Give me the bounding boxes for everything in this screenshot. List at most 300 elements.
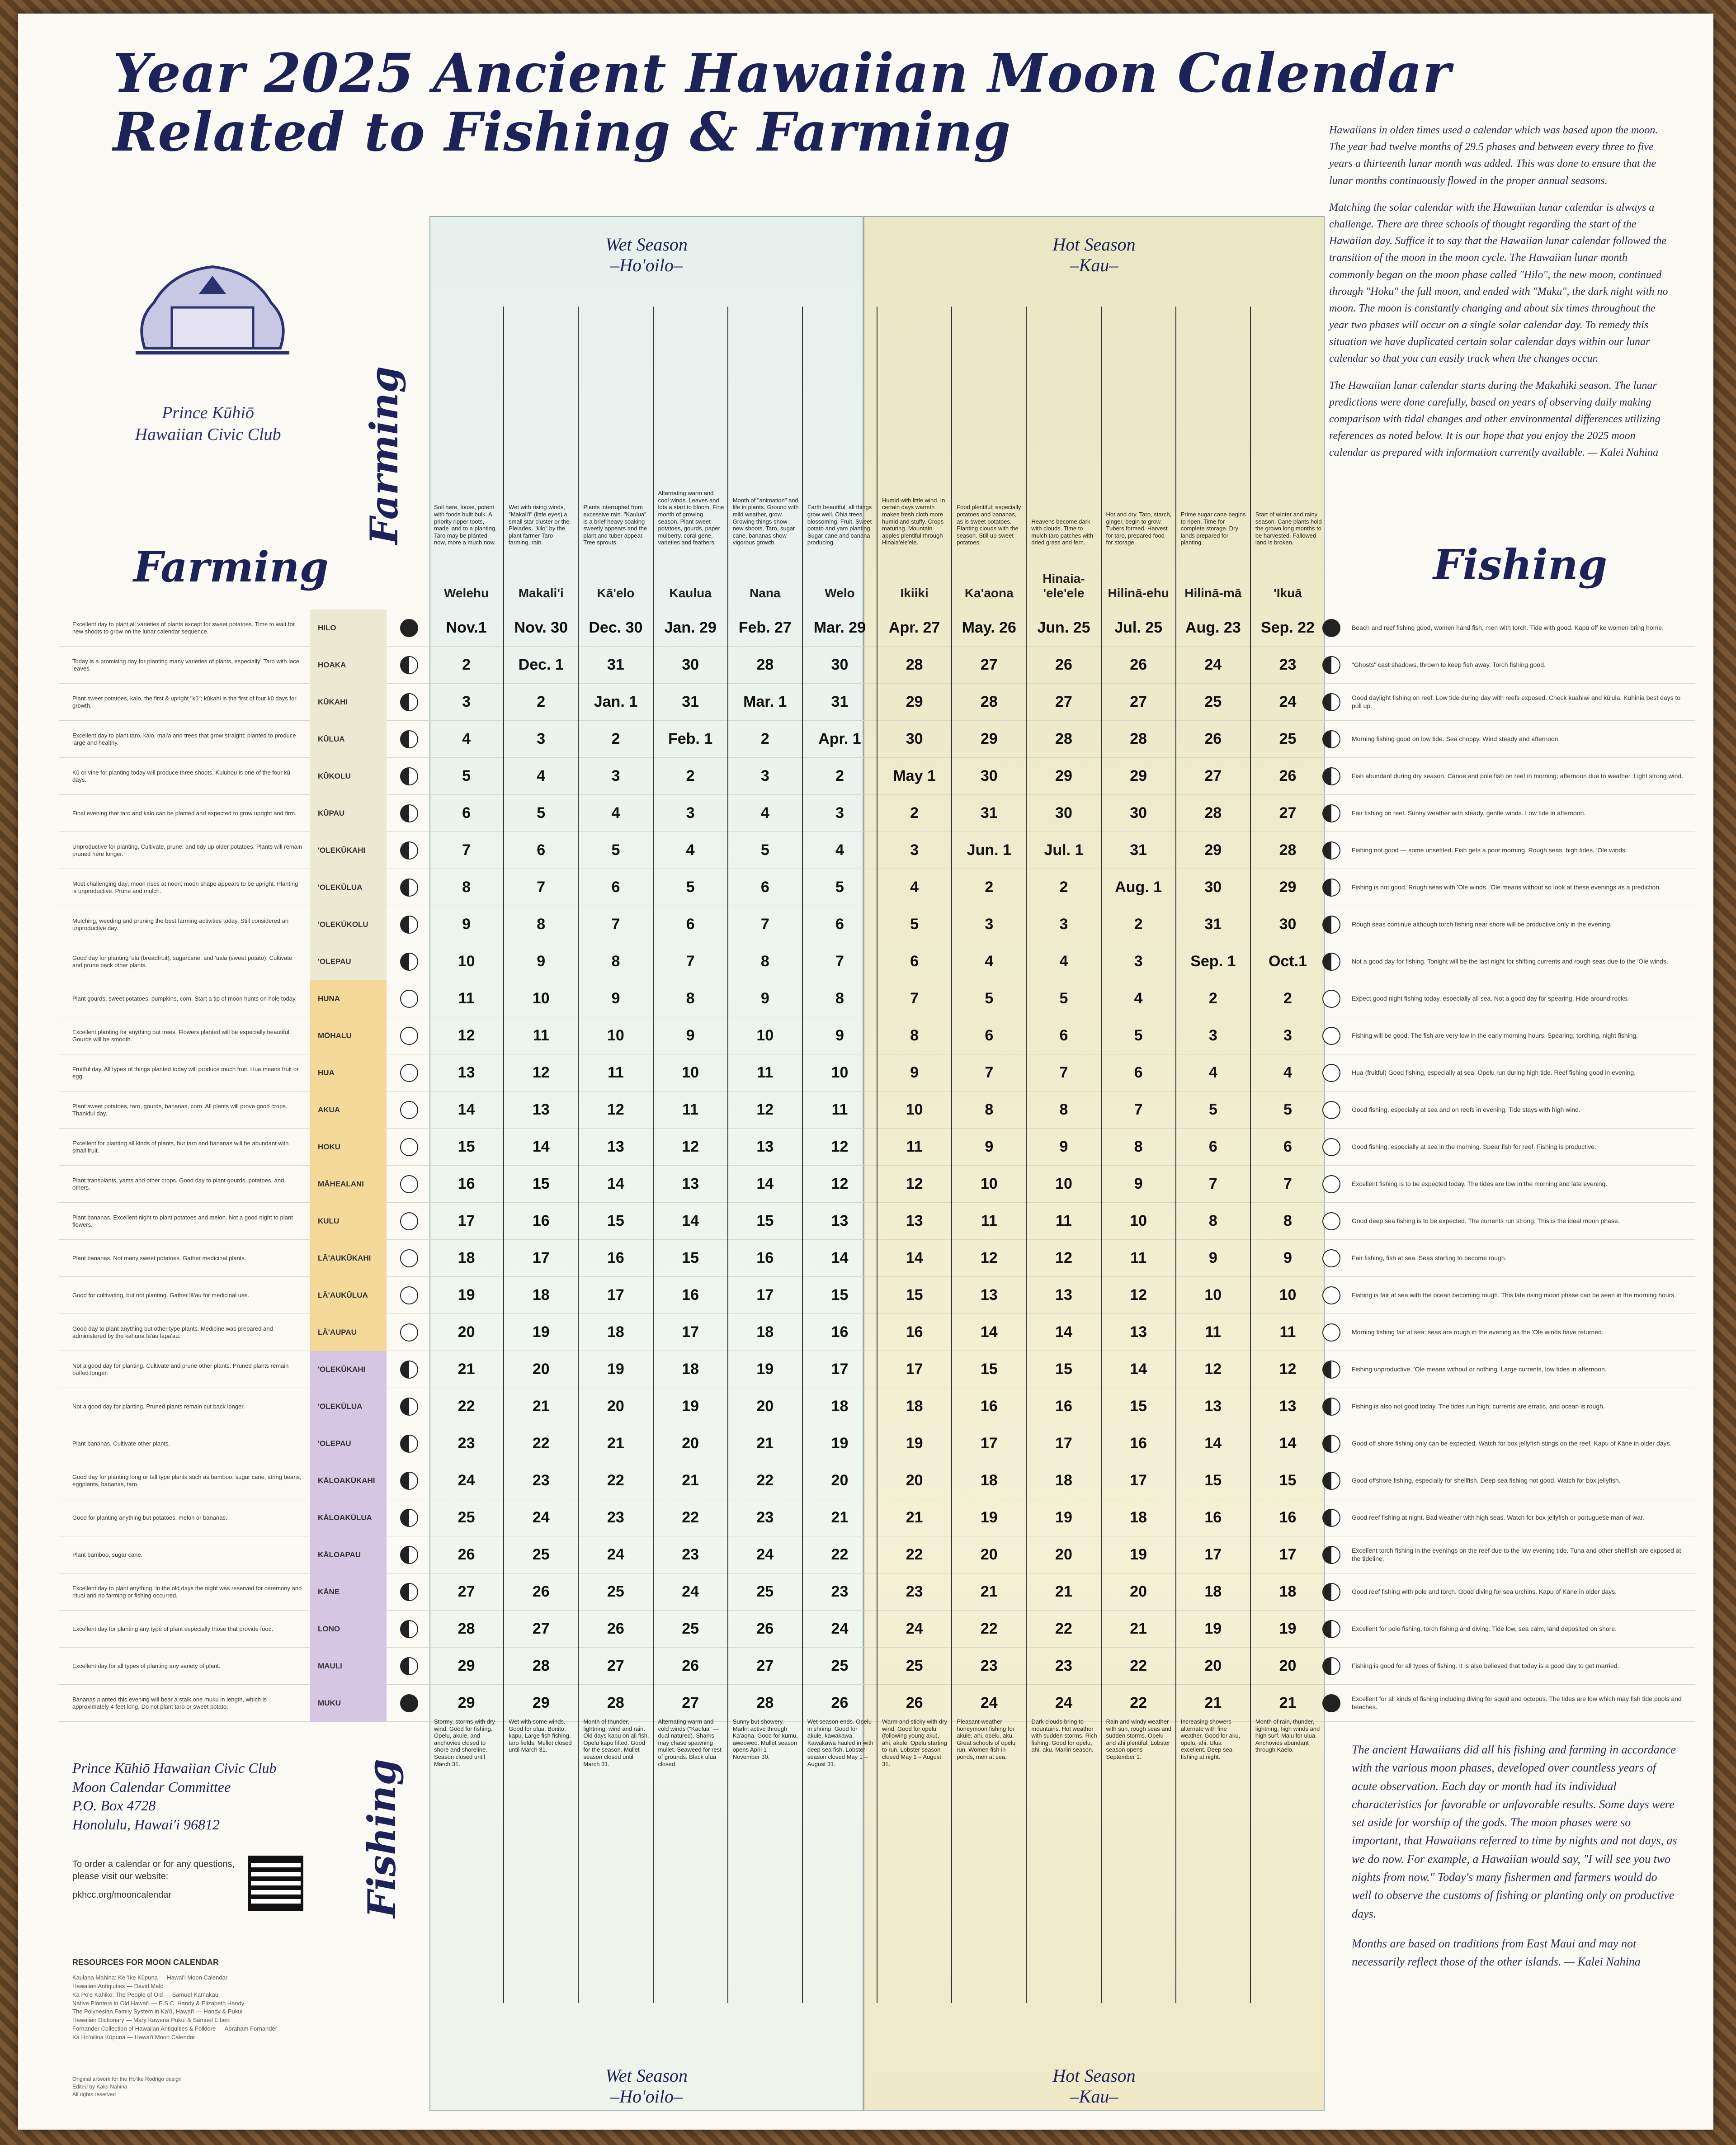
date-cell: 17 [458, 1212, 475, 1229]
date-cell: 14 [653, 1203, 727, 1240]
date-cell: 26 [1175, 721, 1250, 758]
date-cell: 8 [1026, 1091, 1100, 1129]
moon-phase-name: KŪKAHI [310, 684, 387, 721]
month-name: Kaulua [669, 586, 712, 600]
date-cell: 20 [802, 1462, 877, 1499]
date-cell: 10 [503, 980, 578, 1017]
date-cell: 15 [877, 1277, 951, 1314]
date-cell: 29 [458, 1657, 475, 1674]
intro-paragraph-1: Hawaiians in olden times used a calendar which was based upon the moon. The year had twelve months of 29.5 phases and between every three to five years a thirteenth lunar month was added. This was done to ensure that the lunar months continuously flowed in the proper annual seasons. [1329, 124, 1658, 187]
date-cell: 5 [578, 832, 652, 869]
farming-advice: Unproductive for planting. Cultivate, prune, and tidy up older potatoes. Plants will remain pruned here longer. [72, 843, 302, 857]
date-cell: 14 [578, 1166, 652, 1203]
moon-phase-icon [1322, 693, 1340, 711]
date-cell: 30 [653, 647, 727, 684]
date-cell: 21 [802, 1499, 877, 1536]
moon-phase-row [59, 1611, 1695, 1648]
moon-phase-icon [400, 1435, 418, 1453]
date-cell: Oct.1 [1250, 943, 1325, 980]
farming-advice: Plant sweet potatoes, taro, gourds, bananas, corn. All plants will prove good crops. Thankful day. [72, 1102, 288, 1117]
farming-advice: Plant bamboo, sugar cane. [72, 1551, 143, 1558]
date-cell: 29 [1101, 758, 1175, 795]
moon-phase-icon [400, 693, 418, 711]
outro-paragraph-1: The ancient Hawaiians did all his fishing and farming in accordance with the various moon phases, developed over countless years of acute observation. Each day or month had its individual characteristics for favorable or unfavorable results. Some days were set aside for worship of the gods. The moon phases were so important, that Hawaiians referred to time by nights and not days, as we do now. For example, a Hawaiian would say, "I will see you two nights from now." Today's many fishermen and farmers would do well to observe the customs of fishing or planting only on productive days. [1352, 1743, 1677, 1920]
address-line-3: P.O. Box 4728 [72, 1797, 156, 1814]
date-cell: 3 [1175, 1017, 1250, 1054]
wet-season-footer-title: Wet Season [605, 2065, 688, 2086]
fishing-month-column [1101, 1714, 1175, 2003]
fishing-advice: Good offshore fishing, especially for shellfish. Deep sea fishing not good. Watch for box jellyfish. [1352, 1476, 1621, 1484]
date-cell: 7 [802, 943, 877, 980]
date-cells [429, 1203, 1325, 1240]
date-cell: 30 [951, 758, 1026, 795]
date-cell: 5 [462, 767, 471, 784]
date-cell: 23 [1250, 647, 1325, 684]
date-cell: 6 [951, 1017, 1026, 1054]
date-cell: 8 [578, 943, 652, 980]
date-cell: 18 [877, 1388, 951, 1425]
moon-phase-icon [400, 1620, 418, 1638]
date-cell: 22 [727, 1462, 802, 1499]
date-cells [429, 906, 1325, 943]
date-cell: 12 [802, 1166, 877, 1203]
date-cell: 27 [1026, 684, 1100, 721]
date-cells [429, 832, 1325, 869]
date-cells [429, 758, 1325, 795]
moon-phase-name: KŪKOLU [310, 758, 387, 795]
date-cell: 6 [877, 943, 951, 980]
address-line-1: Prince Kūhiō Hawaiian Civic Club [72, 1760, 277, 1776]
date-cell: 5 [802, 869, 877, 906]
moon-phase-icon [400, 879, 418, 897]
moon-phase-row [59, 943, 1695, 980]
date-cell: 11 [1101, 1240, 1175, 1277]
moon-phase-icon [1322, 1472, 1340, 1490]
moon-phase-icon [400, 1657, 418, 1675]
fishing-advice: Excellent for all kinds of fishing including diving for squid and octopus. The tides are low which may fish tide pools and beaches. [1352, 1695, 1682, 1710]
date-cell: 14 [1250, 1425, 1325, 1462]
date-cell: 22 [802, 1536, 877, 1573]
month-farming-description: Start of winter and rainy season. Cane plants hold the grown long months to be harvested. Fallowed land is broken. [1255, 511, 1322, 546]
date-cell: 8 [1175, 1203, 1250, 1240]
date-cell: 9 [1101, 1166, 1175, 1203]
date-cell: 28 [1250, 832, 1325, 869]
date-cell: 10 [458, 953, 475, 970]
date-cell: 11 [727, 1054, 802, 1091]
date-cell: 9 [578, 980, 652, 1017]
date-cell: Mar. 1 [727, 684, 802, 721]
date-cell: 5 [1175, 1091, 1250, 1129]
date-cell: 11 [951, 1203, 1026, 1240]
date-cell: 18 [503, 1277, 578, 1314]
date-cell: 15 [1250, 1462, 1325, 1499]
date-cell: 20 [578, 1388, 652, 1425]
date-cell: 20 [1175, 1648, 1250, 1685]
date-cell: Jun. 25 [1026, 609, 1100, 647]
date-cell: 26 [802, 1685, 877, 1722]
date-cell: 12 [1250, 1351, 1325, 1388]
date-cell: 19 [578, 1351, 652, 1388]
farming-label: Farming [133, 543, 329, 591]
date-cell: 2 [802, 758, 877, 795]
date-cell: 7 [951, 1054, 1026, 1091]
fishing-advice: Fish abundant during dry season. Canoe and pole fish on reef in morning; afternoon due to weather. Light strong wind. [1352, 772, 1684, 780]
moon-phase-icon [400, 1509, 418, 1527]
resource-item: Kaulana Mahina: Ke 'Ike Kūpuna — Hawai'i Moon Calendar [72, 1974, 228, 1981]
date-cell: 10 [578, 1017, 652, 1054]
date-cell: 25 [802, 1648, 877, 1685]
date-cell: 18 [458, 1249, 475, 1266]
date-cell: 6 [653, 906, 727, 943]
month-name: Hilinā-ehu [1108, 586, 1169, 600]
date-cell: 20 [1250, 1648, 1325, 1685]
title-line-2: Related to Fishing & Farming [113, 100, 1011, 163]
date-cells [429, 1499, 1325, 1536]
month-farming-description: Heavens become dark with clouds. Time to mulch taro patches with dried grass and fern. [1031, 518, 1093, 546]
farming-advice: Final evening that taro and kalo can be planted and expected to grow upright and firm. [72, 809, 297, 817]
moon-phase-icon [400, 916, 418, 934]
moon-phase-icon [400, 1286, 418, 1304]
date-cell: 5 [503, 795, 578, 832]
outro-text [1352, 1741, 1677, 1983]
resource-item: Ka Ho'oilina Kūpuna — Hawai'i Moon Calendar [72, 2033, 195, 2041]
date-cell: 11 [1026, 1203, 1100, 1240]
date-cell: 19 [877, 1425, 951, 1462]
date-cell: 12 [653, 1129, 727, 1166]
fishing-advice: Fishing is not good. Rough seas with 'Ole winds. 'Ole means without so look at these evenings as a prediction. [1352, 883, 1661, 891]
moon-phase-name: 'OLEKŪLUA [310, 1388, 387, 1425]
date-cell: 5 [1026, 980, 1100, 1017]
moon-phase-icon [1322, 1175, 1340, 1193]
farming-advice: Excellent for planting all kinds of plants, but taro and bananas will be abundant with small fruit. [72, 1139, 289, 1154]
date-cell: 14 [503, 1129, 578, 1166]
date-cell: 23 [503, 1462, 578, 1499]
date-cell: 19 [503, 1314, 578, 1351]
date-cell: 2 [503, 684, 578, 721]
date-cell: 16 [1101, 1425, 1175, 1462]
moon-phase-icon [400, 1101, 418, 1119]
farming-advice: Good day to plant anything but other type plants. Medicine was prepared and administered by the kahuna lā'au lapa'au. [72, 1325, 273, 1339]
date-cells [429, 1129, 1325, 1166]
date-cells [429, 721, 1325, 758]
fishing-month-column [727, 1714, 802, 2003]
date-cell: 27 [1250, 795, 1325, 832]
moon-phase-icon [1322, 656, 1340, 674]
hot-season-footer-subtitle: –Kau– [1070, 2086, 1118, 2107]
date-cell: May. 26 [951, 609, 1026, 647]
date-cell: 14 [802, 1240, 877, 1277]
date-cell: 4 [503, 758, 578, 795]
date-cell: 19 [802, 1425, 877, 1462]
month-fishing-description: Month of rain, thunder, lightning, high winds and high surf. Malu for ulua. Anchovies abundant through Kaelo. [1255, 1718, 1320, 1753]
farming-advice: Not a good day for planting. Pruned plants remain cut back longer. [72, 1403, 245, 1410]
date-cell: 21 [877, 1499, 951, 1536]
date-cells [429, 1277, 1325, 1314]
farming-advice: Good day for planting long or tall type plants such as bamboo, sugar cane, string beans, eggplants, bananas, taro. [72, 1473, 302, 1488]
date-cell: 9 [1175, 1240, 1250, 1277]
date-cell: Jul. 25 [1101, 609, 1175, 647]
date-cells [429, 1054, 1325, 1091]
moon-phase-row [59, 609, 1695, 647]
month-column [429, 307, 503, 614]
date-cell: 8 [951, 1091, 1026, 1129]
qr-code[interactable] [251, 1858, 301, 1908]
intro-text [1329, 122, 1673, 472]
date-cell: 3 [1026, 906, 1100, 943]
fishing-advice: Good fishing, especially at sea in the morning. Spear fish for reef. Fishing is productive. [1352, 1143, 1596, 1150]
fishing-advice: Good off shore fishing only can be expected. Watch for box jellyfish stings on the reef. Kapu of Kāne in older days. [1352, 1439, 1672, 1447]
date-cell: 3 [462, 693, 471, 710]
date-cells [429, 1611, 1325, 1648]
date-cell: 4 [802, 832, 877, 869]
date-cell: 24 [458, 1472, 475, 1489]
date-cell: 6 [1250, 1129, 1325, 1166]
date-cell: Dec. 30 [578, 609, 652, 647]
date-cell: 10 [1026, 1166, 1100, 1203]
date-cell: 2 [951, 869, 1026, 906]
date-cell: 27 [951, 647, 1026, 684]
date-cell: 29 [458, 1694, 475, 1711]
date-cell: 13 [802, 1203, 877, 1240]
website-link[interactable]: pkhcc.org/mooncalendar [72, 1890, 172, 1900]
moon-phase-row [59, 1351, 1695, 1388]
farming-advice: Good for planting anything but potatoes, melon or bananas. [72, 1514, 227, 1521]
date-cell: 9 [727, 980, 802, 1017]
date-cell: 8 [1250, 1203, 1325, 1240]
date-cell: 9 [802, 1017, 877, 1054]
date-cell: 10 [1101, 1203, 1175, 1240]
date-cell: 17 [578, 1277, 652, 1314]
date-cell: 20 [458, 1323, 475, 1341]
date-cell: 5 [951, 980, 1026, 1017]
date-cell: 18 [951, 1462, 1026, 1499]
moon-phase-icon [1322, 1027, 1340, 1045]
moon-phase-row [59, 1388, 1695, 1425]
date-cell: 21 [1101, 1611, 1175, 1648]
moon-phase-icon [1322, 1583, 1340, 1601]
date-cell: 16 [653, 1277, 727, 1314]
date-cell: 23 [458, 1435, 475, 1452]
moon-phase-icon [1322, 1509, 1340, 1527]
moon-phase-icon [1322, 1361, 1340, 1379]
date-cell: 2 [727, 721, 802, 758]
club-name [104, 402, 312, 445]
date-cell: 14 [1175, 1425, 1250, 1462]
date-cell: 17 [1101, 1462, 1175, 1499]
moon-phase-icon [400, 804, 418, 822]
moon-phase-row [59, 1462, 1695, 1499]
date-cell: 14 [1101, 1351, 1175, 1388]
month-fishing-description: Rain and windy weather with sun, rough seas and sudden storms. Opelu and ahi plentiful. Lobster season opens September 1. [1106, 1718, 1172, 1760]
month-header-columns [429, 307, 1325, 614]
date-cells [429, 1351, 1325, 1388]
date-cell: 15 [802, 1277, 877, 1314]
date-cells [429, 1425, 1325, 1462]
moon-phase-icon [1322, 1138, 1340, 1156]
date-cell: 16 [458, 1175, 475, 1192]
date-cell: Feb. 1 [653, 721, 727, 758]
date-cell: 14 [877, 1240, 951, 1277]
farming-advice: Plant gourds, sweet potatoes, pumpkins, corn. Start a tip of moon hunts on hole today. [72, 995, 297, 1002]
date-cell: 14 [951, 1314, 1026, 1351]
date-cell: 7 [1250, 1166, 1325, 1203]
moon-phase-icon [400, 1175, 418, 1193]
date-cell: 6 [503, 832, 578, 869]
moon-phase-icon [400, 619, 418, 637]
date-cell: 7 [1101, 1091, 1175, 1129]
moon-phase-icon [1322, 804, 1340, 822]
date-cell: 3 [877, 832, 951, 869]
date-cell: 13 [877, 1203, 951, 1240]
moon-phase-icon [1322, 1249, 1340, 1267]
date-cell: 20 [1026, 1536, 1100, 1573]
date-cell: 15 [653, 1240, 727, 1277]
date-cell: 23 [653, 1536, 727, 1573]
moon-phase-row [59, 1573, 1695, 1611]
farming-advice: Excellent day to plant all varieties of plants except for sweet potatoes. Time to wait for new shoots to grow on the lunar calendar sequence. [72, 620, 295, 635]
moon-phase-icon [400, 1212, 418, 1230]
moon-phase-name: MŌHALU [310, 1017, 387, 1054]
date-cell: 11 [503, 1017, 578, 1054]
date-cell: 21 [727, 1425, 802, 1462]
resource-item: Fornander Collection of Hawaiian Antiquities & Folklore — Abraham Fornander [72, 2025, 278, 2032]
date-cell: 2 [653, 758, 727, 795]
farming-advice: Plant bananas. Not many sweet potatoes. Gather medicinal plants. [72, 1254, 246, 1261]
date-cells [429, 1240, 1325, 1277]
date-cell: 9 [462, 916, 471, 933]
date-cell: 13 [1026, 1277, 1100, 1314]
fishing-advice: Expect good night fishing today, especially all sea. Not a good day for spearing. Hide around rocks. [1352, 994, 1629, 1002]
date-cell: 14 [727, 1166, 802, 1203]
resource-item: Hawaiian Dictionary — Mary Kawena Pukui & Samuel Elbert [72, 2017, 230, 2024]
date-cell: 4 [1026, 943, 1100, 980]
moon-phase-icon [1322, 767, 1340, 785]
moon-phase-name: MAULI [310, 1648, 387, 1685]
date-cell: 4 [877, 869, 951, 906]
date-cell: 23 [802, 1573, 877, 1611]
date-cell: 26 [877, 1685, 951, 1722]
date-cell: 21 [1026, 1573, 1100, 1611]
month-column [578, 307, 652, 614]
date-cell: 29 [503, 1685, 578, 1722]
date-cell: 21 [578, 1425, 652, 1462]
intro-paragraph-3: The Hawaiian lunar calendar starts during the Makahiki season. The lunar predictions were done carefully, based on years of observing daily making comparison with tidal changes and other environmental differences utilizing references as noted below. It is our hope that you enjoy the 2025 moon calendar as prepared with information currently available. — Kalei Nahina [1329, 379, 1661, 459]
moon-phase-row [59, 1425, 1695, 1462]
date-cell: 12 [727, 1091, 802, 1129]
date-cell: 26 [727, 1611, 802, 1648]
date-cell: 27 [1175, 758, 1250, 795]
credits-line-2: Edited by Kalei Nahina [72, 2083, 127, 2090]
date-cell: 12 [877, 1166, 951, 1203]
date-cell: 17 [727, 1277, 802, 1314]
moon-phase-name: 'OLEPAU [310, 943, 387, 980]
month-name: Makali'i [518, 586, 564, 600]
crest-logo [118, 258, 307, 371]
date-cell: Nov. 30 [503, 609, 578, 647]
moon-phase-name: 'OLEKŪLUA [310, 869, 387, 906]
fishing-advice: Morning fishing good on low tide. Sea choppy. Wind steady and afternoon. [1352, 735, 1560, 742]
date-cell: 16 [727, 1240, 802, 1277]
fishing-advice: Rough seas continue although torch fishing near shore will be productive only in the evening. [1352, 920, 1612, 928]
month-column [877, 307, 951, 614]
date-cell: 8 [1101, 1129, 1175, 1166]
moon-phase-row [59, 980, 1695, 1017]
moon-phase-icon [400, 990, 418, 1008]
moon-phase-row [59, 1536, 1695, 1573]
date-cells [429, 1166, 1325, 1203]
moon-phase-name: KŪPAU [310, 795, 387, 832]
date-cell: 21 [1175, 1685, 1250, 1722]
date-cells [429, 869, 1325, 906]
moon-phase-icon [1322, 1212, 1340, 1230]
date-cell: Jul. 1 [1026, 832, 1100, 869]
wet-season-footer [429, 2065, 863, 2107]
moon-phase-name: KĀLOAPAU [310, 1536, 387, 1573]
date-cell: 9 [877, 1054, 951, 1091]
moon-phase-icon [400, 1138, 418, 1156]
date-cells [429, 609, 1325, 647]
moon-phase-name: LĀ'AUPAU [310, 1314, 387, 1351]
moon-phase-name: KŪLUA [310, 721, 387, 758]
date-cell: 28 [1026, 721, 1100, 758]
date-cells [429, 1573, 1325, 1611]
month-farming-description: Earth beautiful, all things grow well. Ohia trees blossoming. Fruit. Sweet potato and yam planting. Sugar cane and banana producing. [807, 504, 872, 546]
fishing-advice: Fishing not good — some unsettled. Fish gets a poor morning. Rough seas, high tides, 'Ole winds. [1352, 846, 1627, 854]
date-cell: 25 [458, 1509, 475, 1526]
date-cell: 5 [653, 869, 727, 906]
fishing-label: Fishing [1433, 540, 1608, 589]
date-cell: 7 [877, 980, 951, 1017]
date-cell: 16 [1175, 1499, 1250, 1536]
farming-vertical-label: Farming [362, 366, 406, 545]
moon-phase-name: KĀNE [310, 1573, 387, 1611]
date-cell: 6 [1026, 1017, 1100, 1054]
moon-phase-row [59, 684, 1695, 721]
date-cells [429, 1017, 1325, 1054]
date-cell: 29 [877, 684, 951, 721]
date-cell: 12 [503, 1054, 578, 1091]
month-name: Hinaia-'ele'ele [1043, 572, 1085, 600]
title-line-1: Year 2025 Ancient Hawaiian Moon Calendar [113, 42, 1451, 104]
date-cell: 7 [503, 869, 578, 906]
month-fishing-description: Wet with some winds. Good for ulua. Bonito, kapu. Large fish fishing, taro fields. Mullet closed until March 31. [509, 1718, 572, 1753]
date-cell: 18 [1175, 1573, 1250, 1611]
date-cell: 2 [1026, 869, 1100, 906]
month-column [1175, 307, 1250, 614]
date-cells [429, 943, 1325, 980]
month-column [503, 307, 578, 614]
month-column [1250, 307, 1325, 614]
month-fishing-description: Wet season ends. Opelu in shrimp. Good for akule, kawakawa. Kawakawa hauled in with deep sea fish. Lobster season closed May 1 – August 31. [807, 1718, 873, 1767]
date-cell: 23 [877, 1573, 951, 1611]
date-cell: 25 [578, 1573, 652, 1611]
date-cell: 7 [727, 906, 802, 943]
date-cell: 10 [951, 1166, 1026, 1203]
moon-phase-icon [400, 1027, 418, 1045]
farming-advice: Mulching, weeding and pruning the best farming activities today. Still considered an unproductive day. [72, 917, 289, 931]
moon-phase-icon [400, 1398, 418, 1416]
date-cell: 3 [653, 795, 727, 832]
moon-phase-row [59, 1166, 1695, 1203]
month-farming-description: Month of "animation" and life in plants. Ground with mild weather, grow. Growing things show new shoots. Taro, sugar cane, bananas show vigorous growth. [732, 496, 799, 546]
resources-title: RESOURCES FOR MOON CALENDAR [72, 1958, 219, 1967]
date-cell: 3 [503, 721, 578, 758]
date-cell: 13 [1101, 1314, 1175, 1351]
date-cell: Dec. 1 [503, 647, 578, 684]
moon-phase-name: 'OLEKŪKAHI [310, 832, 387, 869]
date-cell: 27 [578, 1648, 652, 1685]
month-farming-description: Wet with rising winds, "Makali'i" (little eyes) a small star cluster or the Pleiades, "kilo" by the plant farmer Taro farming, rain. [509, 504, 570, 546]
